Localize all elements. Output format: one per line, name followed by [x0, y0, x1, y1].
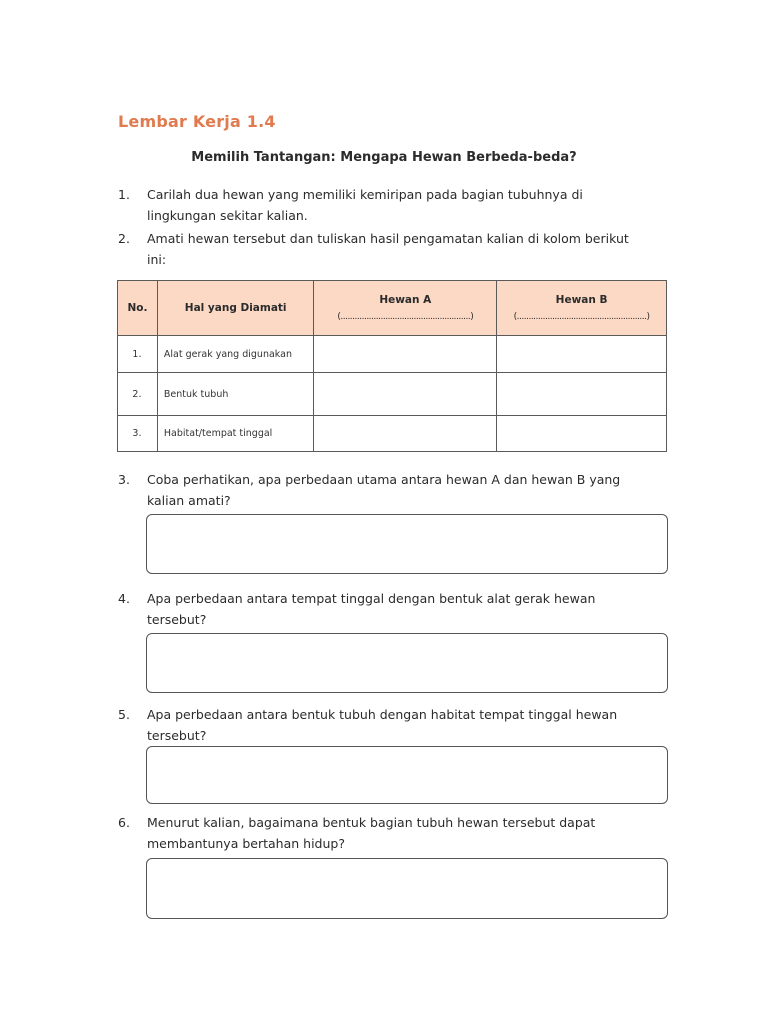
question-text-line: ini: — [147, 252, 167, 267]
header-animal-a — [314, 281, 497, 336]
question-6 — [118, 812, 668, 854]
worksheet-title: Lembar Kerja 1.4 — [118, 112, 276, 131]
animal-b-name-blank[interactable]: (.......................................................) — [513, 312, 650, 322]
cell-animal-b[interactable] — [497, 416, 667, 452]
question-text-line: Amati hewan tersebut dan tuliskan hasil pengamatan kalian di kolom berikut — [147, 231, 629, 246]
cell-animal-b[interactable] — [497, 336, 667, 373]
row-number: 1. — [118, 336, 158, 373]
question-text-line: Apa perbedaan antara tempat tinggal dengan bentuk alat gerak hewan — [147, 591, 596, 606]
header-item: Hal yang Diamati — [157, 281, 314, 336]
table-row — [118, 336, 667, 373]
worksheet-subtitle: Memilih Tantangan: Mengapa Hewan Berbeda-beda? — [191, 150, 577, 165]
question-number: 3. — [118, 472, 130, 487]
answer-box-5[interactable] — [146, 746, 668, 804]
row-item: Bentuk tubuh — [157, 373, 314, 416]
question-text-line: kalian amati? — [147, 493, 231, 508]
question-text-line: Coba perhatikan, apa perbedaan utama antara hewan A dan hewan B yang — [147, 472, 621, 487]
question-3 — [118, 469, 668, 511]
answer-box-3[interactable] — [146, 514, 668, 574]
header-animal-b-label: Hewan B — [555, 294, 608, 306]
question-text-line: tersebut? — [147, 728, 207, 743]
question-text-line: Carilah dua hewan yang memiliki kemiripan pada bagian tubuhnya di — [147, 187, 583, 202]
question-number: 6. — [118, 815, 130, 830]
question-text-line: lingkungan sekitar kalian. — [147, 208, 308, 223]
row-number: 2. — [118, 373, 158, 416]
question-text-line: tersebut? — [147, 612, 207, 627]
cell-animal-a[interactable] — [314, 416, 497, 452]
question-number: 4. — [118, 591, 130, 606]
observation-table — [117, 280, 667, 452]
cell-animal-a[interactable] — [314, 336, 497, 373]
cell-animal-a[interactable] — [314, 373, 497, 416]
question-text-line: membantunya bertahan hidup? — [147, 836, 345, 851]
question-2 — [118, 228, 668, 270]
table-row — [118, 416, 667, 452]
row-item: Habitat/tempat tinggal — [157, 416, 314, 452]
question-number: 5. — [118, 707, 130, 722]
question-1 — [118, 184, 668, 226]
table-row — [118, 373, 667, 416]
answer-box-6[interactable] — [146, 858, 668, 919]
question-4 — [118, 588, 668, 630]
answer-box-4[interactable] — [146, 633, 668, 693]
table-header-row — [118, 281, 667, 336]
cell-animal-b[interactable] — [497, 373, 667, 416]
header-no: No. — [118, 281, 158, 336]
header-animal-b — [497, 281, 667, 336]
question-text-line: Menurut kalian, bagaimana bentuk bagian tubuh hewan tersebut dapat — [147, 815, 596, 830]
row-item: Alat gerak yang digunakan — [157, 336, 314, 373]
header-animal-a-label: Hewan A — [379, 294, 432, 306]
animal-a-name-blank[interactable]: (.......................................................) — [337, 312, 474, 322]
question-5 — [118, 704, 668, 746]
row-number: 3. — [118, 416, 158, 452]
question-number: 2. — [118, 231, 130, 246]
question-number: 1. — [118, 187, 130, 202]
question-text-line: Apa perbedaan antara bentuk tubuh dengan habitat tempat tinggal hewan — [147, 707, 618, 722]
